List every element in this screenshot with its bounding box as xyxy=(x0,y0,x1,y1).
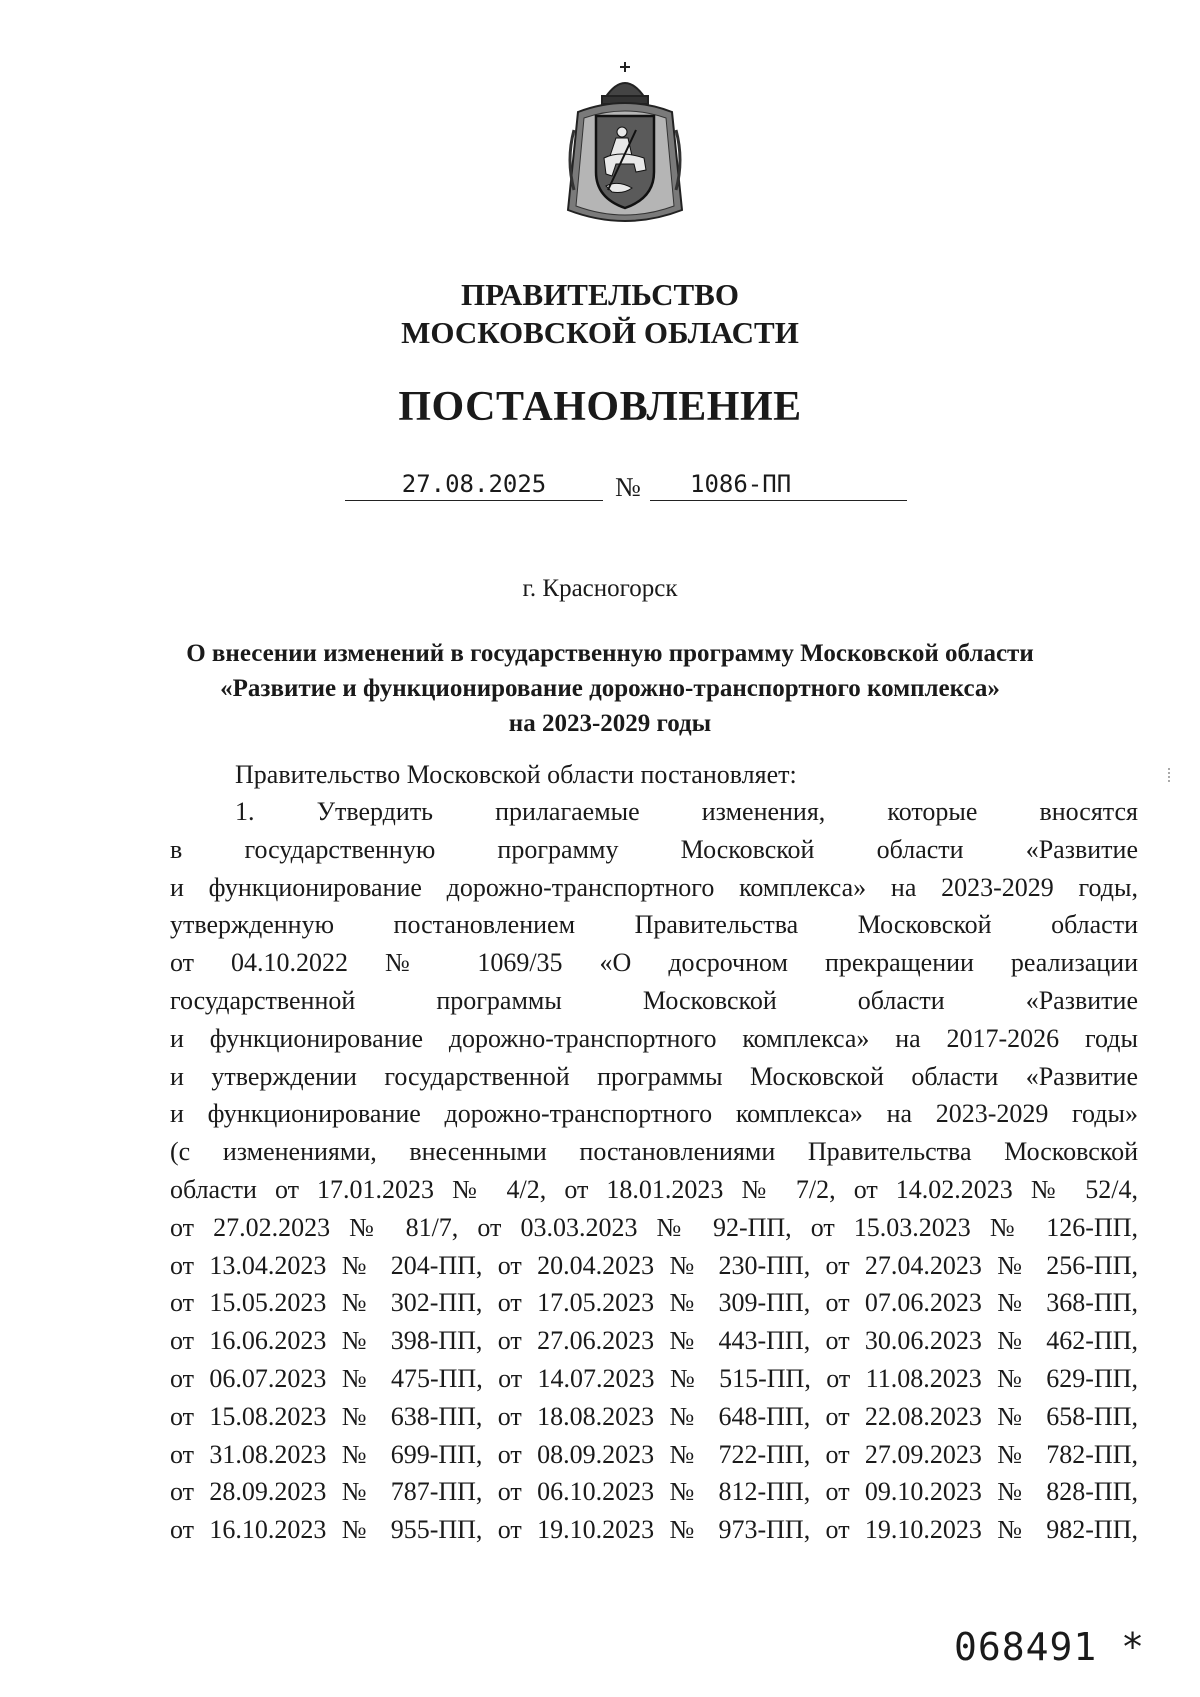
serial-number: 068491 * xyxy=(953,1625,1145,1669)
body-line: 1. Утвердить прилагаемые изменения, которые вносятся xyxy=(235,797,1138,826)
org-line-1: ПРАВИТЕЛЬСТВО xyxy=(461,277,739,312)
body-line: от 15.08.2023 № 638-ПП, от 18.08.2023 № 648-ПП, от 22.08.2023 № 658-ПП, xyxy=(170,1401,1138,1431)
coat-of-arms-icon xyxy=(560,60,690,228)
number-sign: № xyxy=(615,472,641,502)
body-line: государственной программы Московской области «Развитие xyxy=(170,985,1138,1015)
body-line: и функционирование дорожно-транспортного комплекса» на 2023-2029 годы, xyxy=(170,872,1138,902)
scan-margin-mark xyxy=(1168,768,1172,782)
org-line-2: МОСКОВСКОЙ ОБЛАСТИ xyxy=(401,315,799,350)
body-line: от 16.10.2023 № 955-ПП, от 19.10.2023 № 973-ПП, от 19.10.2023 № 982-ПП, xyxy=(170,1515,1138,1545)
body-intro: Правительство Московской области постановляет: xyxy=(235,760,797,789)
body-line: и функционирование дорожно-транспортного комплекса» на 2017-2026 годы xyxy=(170,1023,1138,1053)
body-line: от 31.08.2023 № 699-ПП, от 08.09.2023 № 722-ПП, от 27.09.2023 № 782-ПП, xyxy=(170,1439,1138,1469)
document-meta xyxy=(0,470,1200,510)
body-line: от 16.06.2023 № 398-ПП, от 27.06.2023 № 443-ПП, от 30.06.2023 № 462-ПП, xyxy=(170,1326,1138,1356)
subject-line-3: на 2023-2029 годы xyxy=(508,710,712,737)
body-line: и функционирование дорожно-транспортного комплекса» на 2023-2029 годы» xyxy=(170,1099,1138,1129)
document-date: 27.08.2025 xyxy=(345,470,603,501)
body-line: от 13.04.2023 № 204-ПП, от 20.04.2023 № 230-ПП, от 27.04.2023 № 256-ПП, xyxy=(170,1250,1138,1280)
body-line: от 28.09.2023 № 787-ПП, от 06.10.2023 № 812-ПП, от 09.10.2023 № 828-ПП, xyxy=(170,1477,1138,1507)
document-type: ПОСТАНОВЛЕНИЕ xyxy=(398,384,802,430)
body-line: от 04.10.2022 № 1069/35 «О досрочном прекращении реализации xyxy=(170,948,1138,978)
subject-line-1: О внесении изменений в государственную программу Московской области xyxy=(186,640,1034,667)
subject-line-2: «Развитие и функционирование дорожно-транспортного комплекса» xyxy=(220,675,1000,702)
body-line: от 06.07.2023 № 475-ПП, от 14.07.2023 № 515-ПП, от 11.08.2023 № 629-ПП, xyxy=(170,1363,1138,1393)
document-city: г. Красногорск xyxy=(522,575,678,602)
body-line: утвержденную постановлением Правительства Московской области xyxy=(170,910,1138,940)
body-paragraph-1 xyxy=(170,793,1138,1549)
organization-name xyxy=(0,276,1200,352)
body-line: от 27.02.2023 № 81/7, от 03.03.2023 № 92-ПП, от 15.03.2023 № 126-ПП, xyxy=(170,1212,1138,1242)
body-line: от 15.05.2023 № 302-ПП, от 17.05.2023 № 309-ПП, от 07.06.2023 № 368-ПП, xyxy=(170,1288,1138,1318)
body-line: (с изменениями, внесенными постановлениями Правительства Московской xyxy=(170,1137,1138,1167)
body-line: в государственную программу Московской области «Развитие xyxy=(170,834,1138,864)
document-number: 1086-ПП xyxy=(650,470,907,501)
body-line: и утверждении государственной программы Московской области «Развитие xyxy=(170,1061,1138,1091)
body-line: области от 17.01.2023 № 4/2, от 18.01.2023 № 7/2, от 14.02.2023 № 52/4, xyxy=(170,1174,1138,1204)
document-subject xyxy=(160,636,1060,741)
